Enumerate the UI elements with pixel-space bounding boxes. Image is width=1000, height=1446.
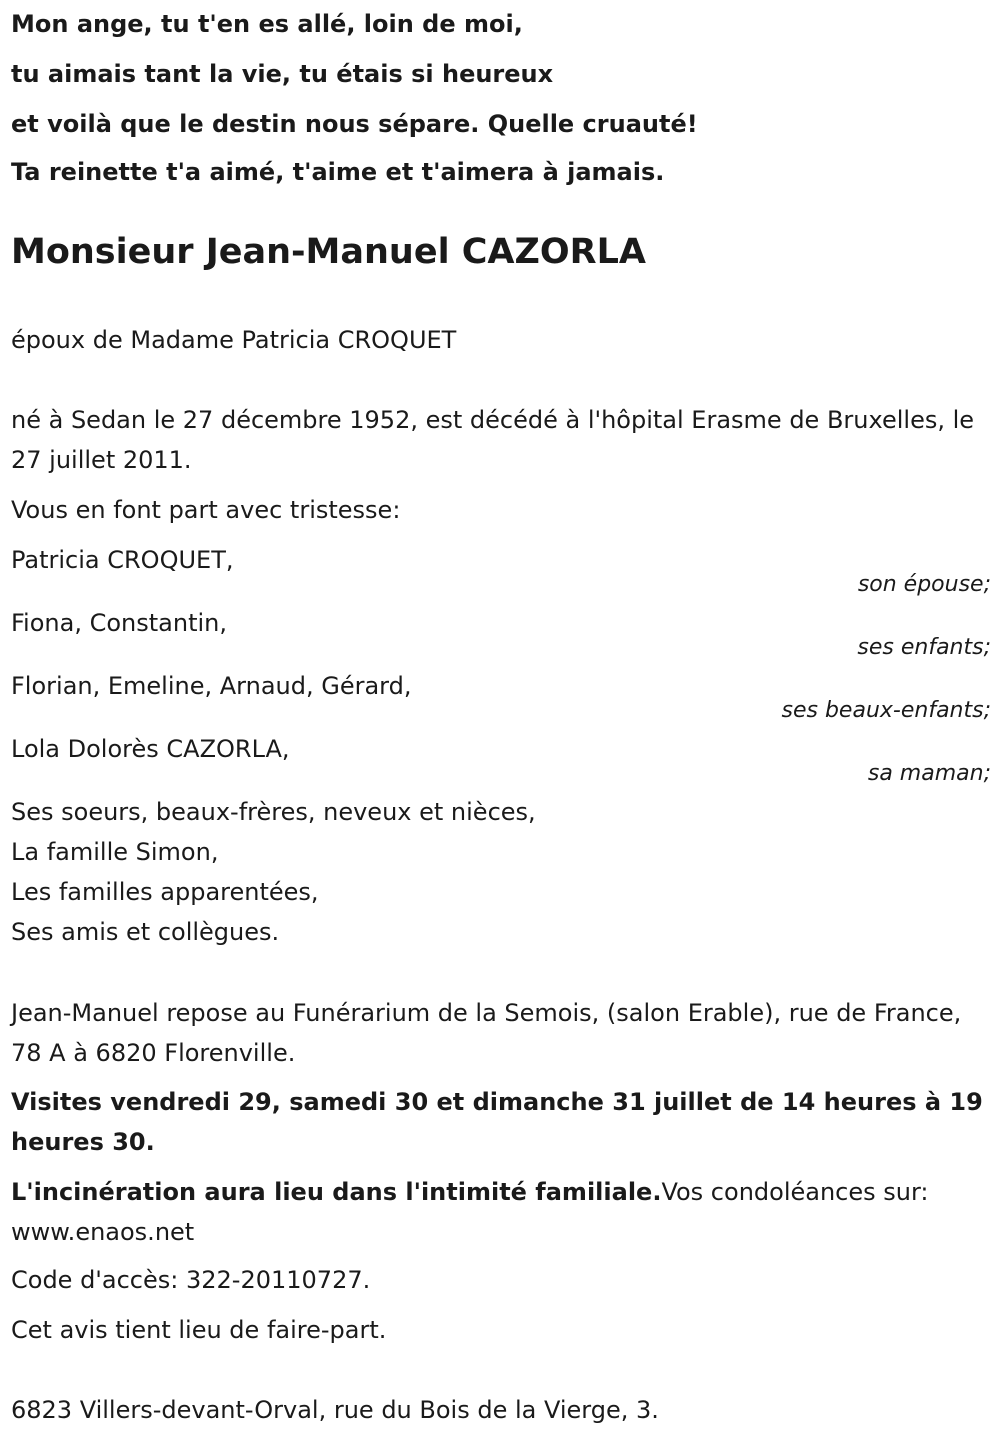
family-names-1: Patricia CROQUET, (11, 546, 234, 574)
visits-text: Visites vendredi 29, samedi 30 et dimanche 31 juillet de 14 heures à 19 heures 30. (11, 1088, 983, 1156)
cremation-paragraph (11, 1172, 991, 1252)
repose-text: Jean-Manuel repose au Funérarium de la Semois, (salon Erable), rue de France, 78 A à 6820 Florenville. (11, 999, 962, 1067)
family-names-2: Fiona, Constantin, (11, 609, 227, 637)
family-names-4: Lola Dolorès CAZORLA, (11, 735, 290, 763)
others-line-3: Les familles apparentées, (11, 878, 319, 906)
spouse-line: époux de Madame Patricia CROQUET (11, 326, 457, 354)
poem-line-4: Ta reinette t'a aimé, t'aime et t'aimera à jamais. (11, 158, 665, 186)
address-text: 6823 Villers-devant-Orval, rue du Bois de la Vierge, 3. (11, 1396, 659, 1424)
announcement-intro: Vous en font part avec tristesse: (11, 496, 401, 524)
birth-death-text: né à Sedan le 27 décembre 1952, est décédé à l'hôpital Erasme de Bruxelles, le 27 juillet 2011. (11, 406, 975, 474)
others-line-4: Ses amis et collègues. (11, 918, 280, 946)
others-line-1: Ses soeurs, beaux-frères, neveux et nièces, (11, 798, 536, 826)
notice-text: Cet avis tient lieu de faire-part. (11, 1316, 387, 1344)
family-relation-1: son épouse; (857, 572, 991, 597)
condolences-text: Vos condoléances sur: www.enaos.net (11, 1178, 929, 1246)
poem-line-3: et voilà que le destin nous sépare. Quelle cruauté! (11, 110, 698, 138)
poem-line-2: tu aimais tant la vie, tu étais si heureux (11, 60, 554, 88)
cremation-text: L'incinération aura lieu dans l'intimité familiale. (11, 1178, 662, 1206)
deceased-name: Monsieur Jean-Manuel CAZORLA (11, 232, 646, 272)
family-names-3: Florian, Emeline, Arnaud, Gérard, (11, 672, 412, 700)
access-code: Code d'accès: 322-20110727. (11, 1266, 371, 1294)
poem-line-1: Mon ange, tu t'en es allé, loin de moi, (11, 10, 523, 38)
family-relation-3: ses beaux-enfants; (781, 698, 991, 723)
family-relation-4: sa maman; (867, 761, 991, 786)
family-relation-2: ses enfants; (857, 635, 991, 660)
others-line-2: La famille Simon, (11, 838, 219, 866)
